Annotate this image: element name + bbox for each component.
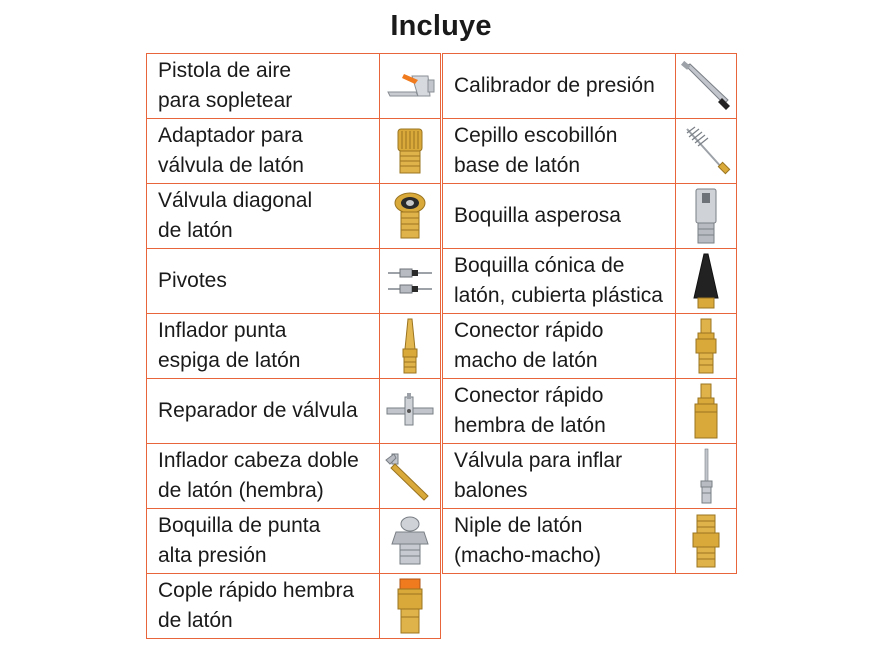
item-label: Cople rápido hembra de latón bbox=[147, 574, 380, 639]
table-row bbox=[147, 54, 441, 119]
item-label: Pivotes bbox=[147, 249, 380, 314]
item-label: Pistola de aire para sopletear bbox=[147, 54, 380, 119]
male-plug-icon bbox=[676, 314, 737, 379]
item-label: Cepillo escobillón base de latón bbox=[443, 119, 676, 184]
right-items-table bbox=[442, 53, 737, 574]
item-label: Calibrador de presión bbox=[443, 54, 676, 119]
female-plug-icon bbox=[676, 379, 737, 444]
item-label: Reparador de válvula bbox=[147, 379, 380, 444]
item-label: Inflador cabeza doble de latón (hembra) bbox=[147, 444, 380, 509]
table-row bbox=[147, 119, 441, 184]
item-label: Conector rápido hembra de latón bbox=[443, 379, 676, 444]
item-label: Niple de latón (macho-macho) bbox=[443, 509, 676, 574]
table-row bbox=[147, 379, 441, 444]
item-label: Conector rápido macho de latón bbox=[443, 314, 676, 379]
table-row bbox=[147, 184, 441, 249]
page-title: Incluye bbox=[390, 10, 492, 42]
ball-needle-icon bbox=[676, 444, 737, 509]
table-row bbox=[443, 314, 737, 379]
table-row bbox=[443, 379, 737, 444]
item-label: Válvula para inflar balones bbox=[443, 444, 676, 509]
table-row bbox=[443, 444, 737, 509]
nipple-icon bbox=[676, 509, 737, 574]
table-row bbox=[147, 509, 441, 574]
pressure-gauge-icon bbox=[676, 54, 737, 119]
table-row bbox=[147, 574, 441, 639]
female-coupler-icon bbox=[380, 574, 441, 639]
item-label: Boquilla asperosa bbox=[443, 184, 676, 249]
table-row bbox=[443, 184, 737, 249]
diagonal-valve-icon bbox=[380, 184, 441, 249]
rubber-tip-icon bbox=[676, 249, 737, 314]
item-label: Boquilla cónica de latón, cubierta plástica bbox=[443, 249, 676, 314]
left-items-table bbox=[146, 53, 441, 639]
rough-nozzle-icon bbox=[676, 184, 737, 249]
item-label: Válvula diagonal de latón bbox=[147, 184, 380, 249]
air-gun-icon bbox=[380, 54, 441, 119]
table-row bbox=[443, 249, 737, 314]
high-pressure-tip-icon bbox=[380, 509, 441, 574]
item-label: Inflador punta espiga de latón bbox=[147, 314, 380, 379]
valve-cores-icon bbox=[380, 249, 441, 314]
item-label: Adaptador para válvula de latón bbox=[147, 119, 380, 184]
table-row bbox=[443, 509, 737, 574]
valve-repair-tool-icon bbox=[380, 379, 441, 444]
valve-adapter-icon bbox=[380, 119, 441, 184]
table-row bbox=[443, 54, 737, 119]
table-row bbox=[147, 314, 441, 379]
table-row bbox=[443, 119, 737, 184]
table-row bbox=[147, 444, 441, 509]
item-label: Boquilla de punta alta presión bbox=[147, 509, 380, 574]
tapered-nozzle-icon bbox=[380, 314, 441, 379]
brush-icon bbox=[676, 119, 737, 184]
dual-head-chuck-icon bbox=[380, 444, 441, 509]
table-row bbox=[147, 249, 441, 314]
